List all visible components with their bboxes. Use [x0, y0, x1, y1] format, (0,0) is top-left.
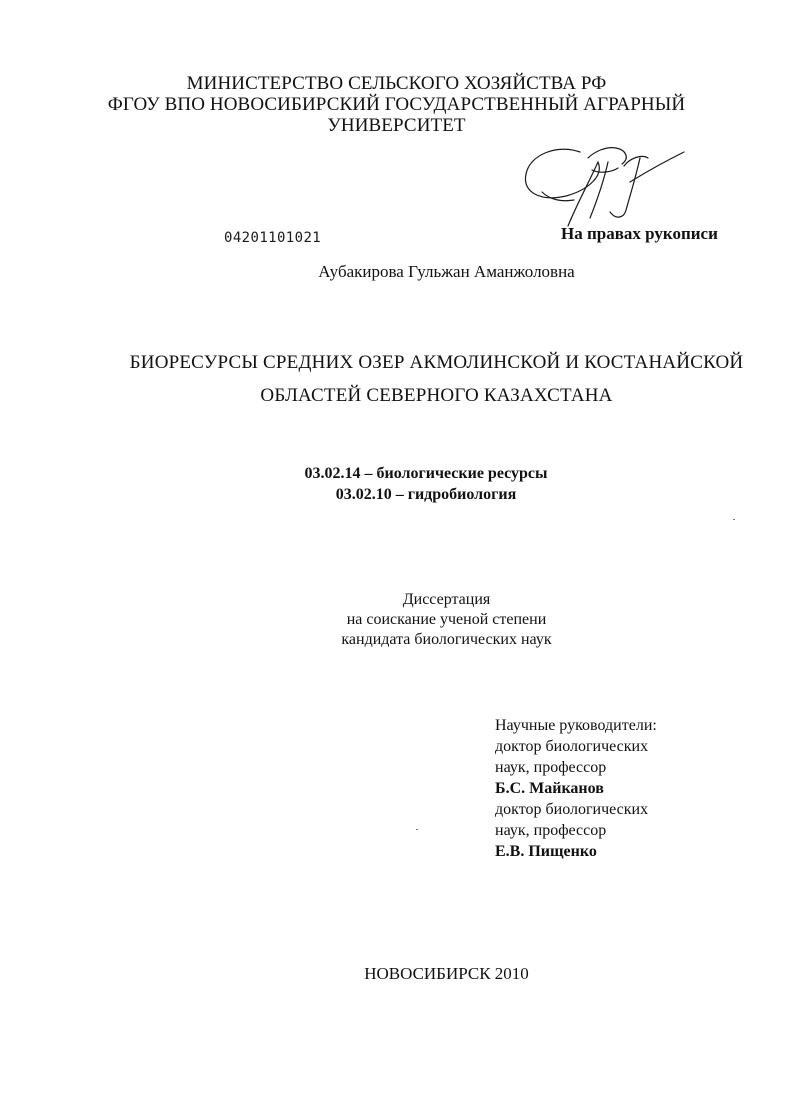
specialty-codes [0, 463, 793, 505]
degree-line-3: кандидата биологических наук [341, 631, 552, 648]
header-line-university-end: УНИВЕРСИТЕТ [327, 115, 466, 136]
scan-speck [416, 829, 418, 830]
author-name: Аубакирова Гульжан Аманжоловна [318, 262, 575, 281]
title-line-2: ОБЛАСТЕЙ СЕВЕРНОГО КАЗАХСТАНА [260, 385, 613, 406]
manuscript-rights-note: На правах рукописи [561, 224, 718, 243]
degree-line-2: на соискание ученой степени [346, 611, 547, 628]
archive-stamp-number: 04201101021 [224, 230, 322, 246]
degree-line-1: Диссертация [402, 591, 491, 608]
handwritten-signature [518, 140, 688, 232]
scan-speck [733, 519, 735, 520]
dissertation-title [0, 346, 793, 412]
specialty-biological-resources: 03.02.14 – биологические ресурсы [304, 465, 548, 482]
supervisor-2-position: наук, профессор [495, 822, 607, 839]
supervisor-2-name: Е.В. Пищенко [495, 843, 597, 860]
specialty-hydrobiology: 03.02.10 – гидробиология [335, 486, 517, 503]
city-and-year: НОВОСИБИРСК 2010 [364, 964, 529, 983]
institution-header [0, 73, 793, 136]
supervisors-block [495, 715, 657, 862]
supervisor-2-degree: доктор биологических [495, 801, 649, 818]
header-line-university: ФГОУ ВПО НОВОСИБИРСКИЙ ГОСУДАРСТВЕННЫЙ АГРАРНЫЙ [107, 94, 686, 115]
supervisor-1-position: наук, профессор [495, 759, 607, 776]
title-line-1: БИОРЕСУРСЫ СРЕДНИХ ОЗЕР АКМОЛИНСКОЙ И КОСТАНАЙСКОЙ [129, 352, 744, 373]
degree-statement [0, 590, 793, 650]
supervisors-heading: Научные руководители: [495, 717, 657, 734]
supervisor-1-degree: доктор биологических [495, 738, 649, 755]
supervisor-1-name: Б.С. Майканов [495, 780, 604, 797]
header-line-ministry: МИНИСТЕРСТВО СЕЛЬСКОГО ХОЗЯЙСТВА РФ [186, 73, 607, 94]
